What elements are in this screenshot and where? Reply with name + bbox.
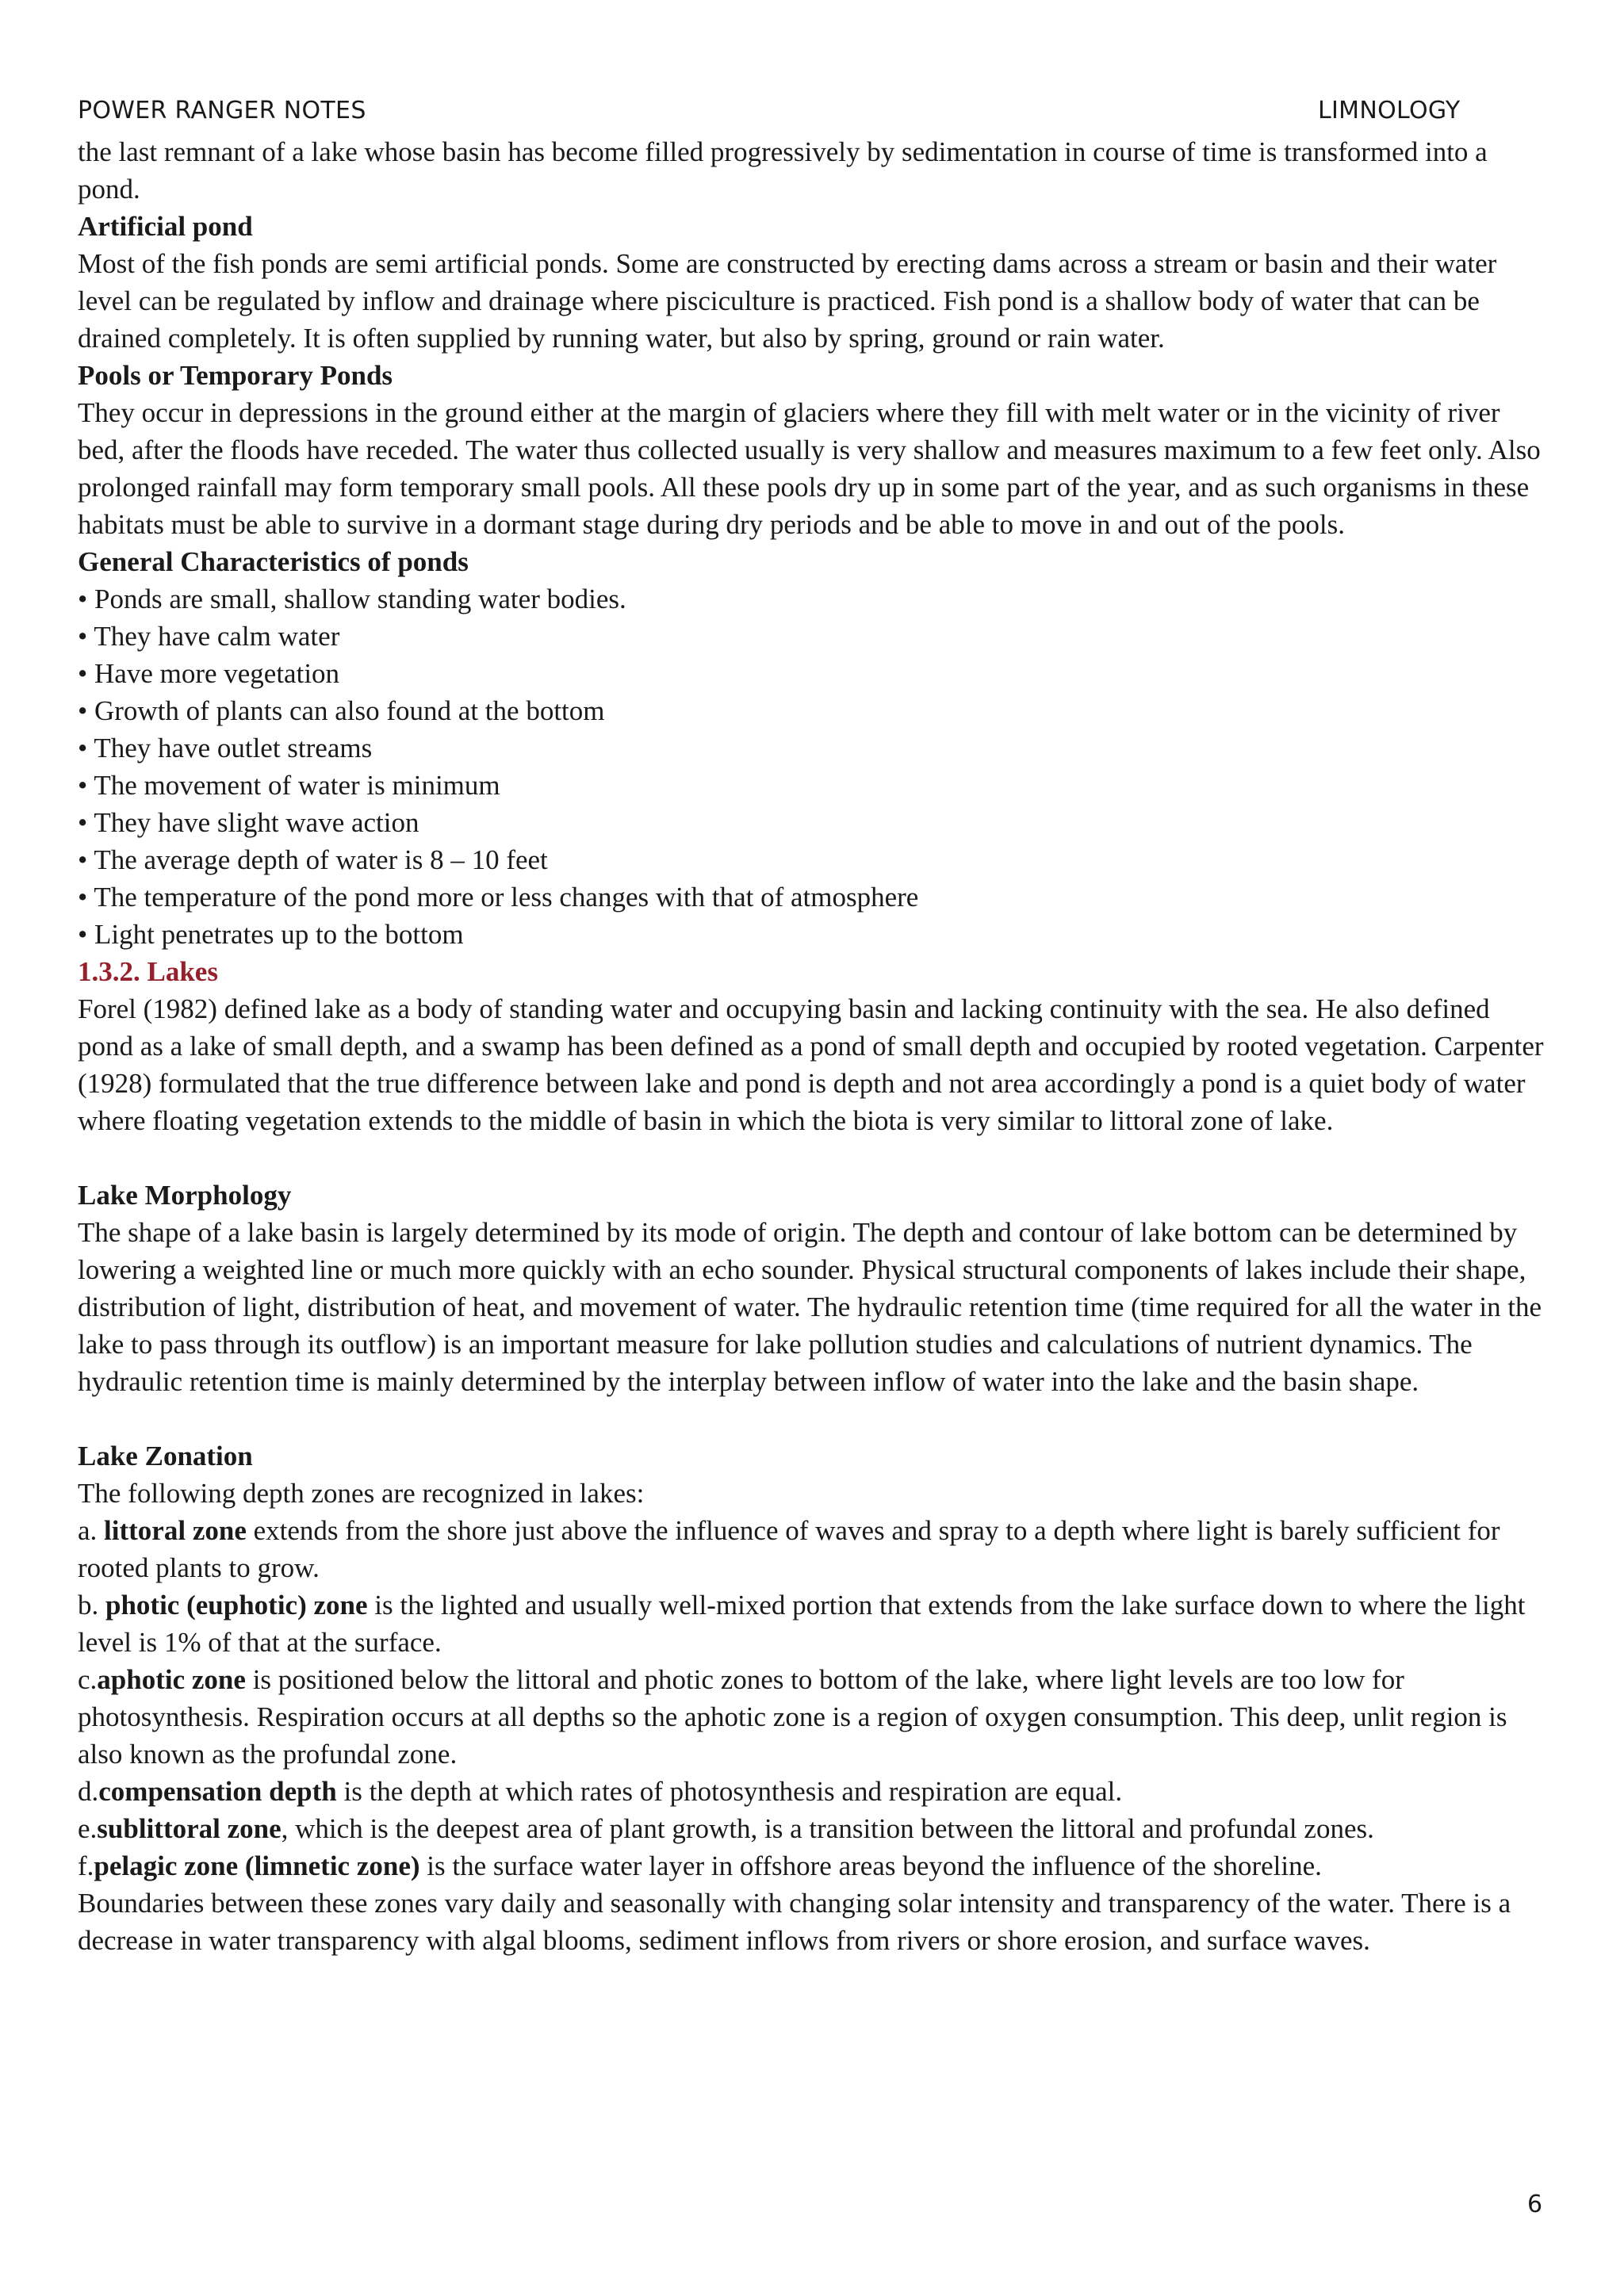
morphology-paragraph: The shape of a lake basin is largely determined by its mode of origin. The depth and contour of lake bottom can be determined by lowering a weighted line or much more quickly with an echo sounder. Physical structural components of lakes include their shape, distribution of light, distribution of heat, and movement of water. The hydraulic retention time (time required for all the water in the lake to pass through its outflow) is an important measure for lake pollution studies and calculations of nutrient dynamics. The hydraulic retention time is mainly determined by the interplay between inflow of water into the lake and the basin shape. bbox=[78, 1217, 1542, 1397]
zone-definition-aphotic bbox=[78, 1661, 1546, 1773]
zone-text: is positioned below the littoral and photic zones to bottom of the lake, where light levels are too low for photosynthesis. Respiration occurs at all depths so the aphotic zone is a region of oxygen consumption. This deep, unlit region is also known as the profundal zone. bbox=[78, 1664, 1507, 1770]
zone-term: sublittoral zone bbox=[97, 1813, 282, 1844]
zone-prefix: b. bbox=[78, 1590, 105, 1621]
zone-term: littoral zone bbox=[104, 1515, 247, 1546]
lakes-paragraph: Forel (1982) defined lake as a body of standing water and occupying basin and lacking continuity with the sea. He also defined pond as a lake of small depth, and a swamp has been defined as a pond of small depth and occupied by rooted vegetation. Carpenter (1928) formulated that the true difference between lake and pond is depth and not area accordingly a pond is a quiet body of water where floating vegetation extends to the middle of basin in which the biota is very similar to littoral zone of lake. bbox=[78, 993, 1544, 1136]
header-right: LIMNOLOGY bbox=[1318, 97, 1461, 124]
zone-term: photic (euphotic) zone bbox=[105, 1590, 368, 1621]
artificial-pond-heading: Artificial pond bbox=[78, 211, 253, 242]
characteristics-list bbox=[78, 580, 1546, 953]
zone-term: compensation depth bbox=[98, 1776, 337, 1807]
artificial-pond-paragraph: Most of the fish ponds are semi artificial ponds. Some are constructed by erecting dams across a stream or basin and their water level can be regulated by inflow and drainage where pisciculture is practiced. Fish pond is a shallow body of water that can be drained completely. It is often supplied by running water, but also by spring, ground or rain water. bbox=[78, 248, 1497, 354]
list-item: • The temperature of the pond more or less changes with that of atmosphere bbox=[78, 882, 919, 913]
zone-prefix: f. bbox=[78, 1850, 94, 1881]
list-item: • The average depth of water is 8 – 10 feet bbox=[78, 844, 548, 875]
zonation-closing-paragraph: Boundaries between these zones vary daily and seasonally with changing solar intensity and transparency of the water. There is a decrease in water transparency with algal blooms, sediment inflows from rivers or shore erosion, and surface waves. bbox=[78, 1888, 1511, 1956]
page-number: 6 bbox=[1527, 2191, 1543, 2218]
zone-text: is the depth at which rates of photosynthesis and respiration are equal. bbox=[336, 1776, 1123, 1807]
zone-prefix: c. bbox=[78, 1664, 98, 1695]
zone-text: extends from the shore just above the influence of waves and spray to a depth where light is barely sufficient for rooted plants to grow. bbox=[78, 1515, 1500, 1583]
zone-term: pelagic zone (limnetic zone) bbox=[94, 1850, 420, 1881]
zonation-intro: The following depth zones are recognized in lakes: bbox=[78, 1478, 645, 1509]
zone-prefix: e. bbox=[78, 1813, 98, 1844]
zone-prefix: a. bbox=[78, 1515, 105, 1546]
spacer bbox=[78, 1139, 1546, 1177]
list-item: • The movement of water is minimum bbox=[78, 770, 500, 801]
list-item: • Have more vegetation bbox=[78, 658, 340, 689]
morphology-heading: Lake Morphology bbox=[78, 1180, 292, 1211]
zone-definition-sublittoral bbox=[78, 1810, 1546, 1847]
zone-definition-pelagic bbox=[78, 1847, 1546, 1885]
zone-term: aphotic zone bbox=[97, 1664, 246, 1695]
list-item: • Ponds are small, shallow standing water bodies. bbox=[78, 584, 626, 614]
intro-paragraph: the last remnant of a lake whose basin has become filled progressively by sedimentation in course of time is transformed into a pond. bbox=[78, 136, 1488, 205]
zone-text: , which is the deepest area of plant growth, is a transition between the littoral and profundal zones. bbox=[281, 1813, 1374, 1844]
zone-prefix: d. bbox=[78, 1776, 99, 1807]
zonation-heading: Lake Zonation bbox=[78, 1441, 253, 1471]
zone-text: is the surface water layer in offshore areas beyond the influence of the shoreline. bbox=[419, 1850, 1322, 1881]
pools-heading: Pools or Temporary Ponds bbox=[78, 360, 393, 391]
zone-definition-littoral bbox=[78, 1512, 1546, 1586]
zone-definition-photic bbox=[78, 1586, 1546, 1661]
spacer bbox=[78, 1400, 1546, 1437]
header-left: POWER RANGER NOTES bbox=[78, 97, 366, 124]
list-item: • Light penetrates up to the bottom bbox=[78, 919, 464, 950]
pools-paragraph: They occur in depressions in the ground either at the margin of glaciers where they fill with melt water or in the vicinity of river bed, after the floods have receded. The water thus collected usually is very shallow and measures maximum to a few feet only. Also prolonged rainfall may form temporary small pools. All these pools dry up in some part of the year, and as such organisms in these habitats must be able to survive in a dormant stage during dry periods and be able to move in and out of the pools. bbox=[78, 397, 1541, 540]
list-item: • Growth of plants can also found at the bottom bbox=[78, 695, 605, 726]
zone-text: is the lighted and usually well-mixed portion that extends from the lake surface down to where the light level is 1% of that at the surface. bbox=[78, 1590, 1526, 1658]
list-item: • They have slight wave action bbox=[78, 807, 419, 838]
lakes-section-heading: 1.3.2. Lakes bbox=[78, 956, 218, 987]
document-body bbox=[78, 133, 1546, 1959]
characteristics-heading: General Characteristics of ponds bbox=[78, 546, 469, 577]
list-item: • They have outlet streams bbox=[78, 733, 373, 763]
list-item: • They have calm water bbox=[78, 621, 340, 652]
zone-definition-compensation bbox=[78, 1773, 1546, 1810]
